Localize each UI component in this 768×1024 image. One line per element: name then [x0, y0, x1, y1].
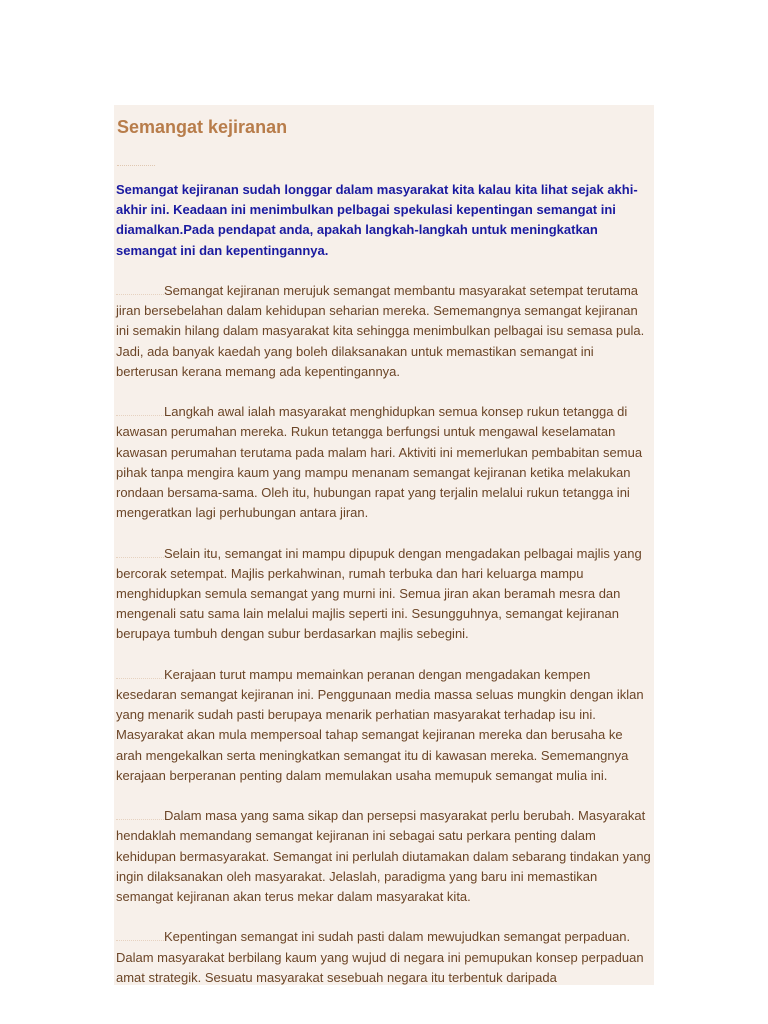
article-title: Semangat kejiranan	[117, 117, 288, 137]
paragraph-indent	[116, 930, 164, 941]
paragraph-indent	[116, 809, 164, 820]
paragraph-indent	[116, 405, 164, 416]
body-paragraph	[116, 281, 652, 382]
paragraph-text: Semangat kejiranan merujuk semangat membantu masyarakat setempat terutama jiran bersebelahan dalam kehidupan seharian mereka. Sememangnya semangat kejiranan ini semakin hilang dalam masyarakat kita sehingga menimbulkan pelbagai isu semasa pula. Jadi, ada banyak kaedah yang boleh dilaksanakan untuk memastikan semangat ini berterusan kerana memang ada kepentingannya.	[116, 283, 645, 379]
paragraph-text: Selain itu, semangat ini mampu dipupuk dengan mengadakan pelbagai majlis yang bercorak setempat. Majlis perkahwinan, rumah terbuka dan hari keluarga mampu menghidupkan semula semangat yang murni ini. Semua jiran akan beramah mesra dan mengenali satu sama lain melalui majlis seperti ini. Sesungguhnya, semangat kejiranan berupaya tumbuh dengan subur berdasarkan majlis sebegini.	[116, 545, 642, 642]
paragraph-text: Kepentingan semangat ini sudah pasti dalam mewujudkan semangat perpaduan. Dalam masyarakat berbilang kaum yang wujud di negara ini pemupukan konsep perpaduan amat strategik. Sesuatu masyarakat sesebuah negara itu terbentuk daripada	[116, 929, 644, 985]
article-body	[116, 281, 652, 985]
paragraph-text: Kerajaan turut mampu memainkan peranan dengan mengadakan kempen kesedaran semangat kejiranan ini. Penggunaan media massa seluas mungkin dengan iklan yang menarik sudah pasti berupaya menarik perhatian masyarakat terhadap isu ini. Masyarakat akan mula mempersoal tahap semangat kejiranan mereka dan berusaha ke arah mengekalkan serta meningkatkan semangat itu di kawasan mereka. Sememangnya kerajaan berperanan penting dalam memulakan usaha memupuk semangat mulia ini.	[116, 666, 644, 783]
paragraph-indent	[116, 284, 164, 295]
paragraph-text: Langkah awal ialah masyarakat menghidupkan semua konsep rukun tetangga di kawasan perumahan mereka. Rukun tetangga berfungsi untuk mengawal keselamatan kawasan perumahan terutama pada malam hari. Aktiviti ini memerlukan pembabitan semua pihak tanpa mengira kaum yang mampu menanam semangat kejiranan ketika melakukan rondaan bersama-sama. Oleh itu, hubungan rapat yang terjalin melalui rukun tetangga ini mengeratkan lagi perhubungan antara jiran.	[116, 404, 643, 521]
body-paragraph	[116, 544, 652, 645]
paragraph-indent	[116, 668, 164, 679]
paragraph-text: Dalam masa yang sama sikap dan persepsi masyarakat perlu berubah. Masyarakat hendaklah memandang semangat kejiranan ini sebagai satu perkara penting dalam kehidupan bermasyarakat. Semangat ini perlulah diutamakan dalam sebarang tindakan yang ingin dilaksanakan oleh masyarakat. Jelaslah, paradigma yang baru ini memastikan semangat kejiranan akan terus mekar dalam masyarakat kita.	[116, 808, 651, 905]
body-paragraph	[116, 665, 652, 786]
body-paragraph	[116, 402, 652, 523]
paragraph-indent	[116, 547, 164, 558]
body-paragraph	[116, 927, 652, 985]
dotted-spacer	[117, 165, 155, 166]
article-card	[114, 105, 654, 985]
body-paragraph	[116, 806, 652, 907]
article-intro: Semangat kejiranan sudah longgar dalam masyarakat kita kalau kita lihat sejak akhi-akhir ini. Keadaan ini menimbulkan pelbagai spekulasi kepentingan semangat ini diamalkan.Pada pendapat anda, apakah langkah-langkah untuk meningkatkan semangat ini dan kepentingannya.	[116, 182, 638, 258]
